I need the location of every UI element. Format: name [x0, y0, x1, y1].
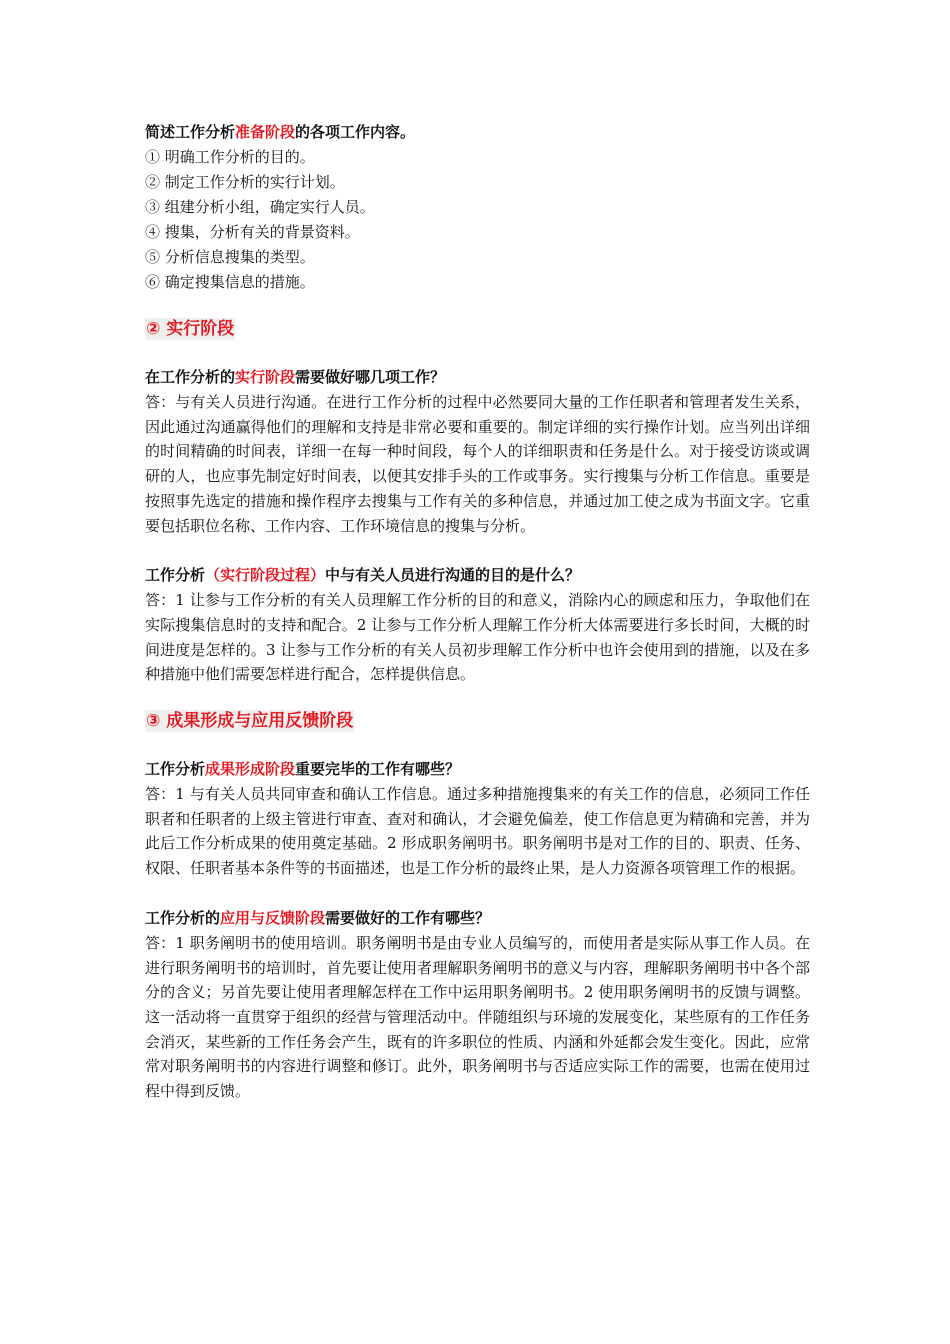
impl-section-heading-wrap: [145, 318, 810, 340]
result-q1-title: [145, 757, 810, 782]
prep-question-title: [145, 120, 810, 145]
result-q2-title: [145, 906, 810, 931]
result-section-heading: ③ 成果形成与应用反馈阶段: [146, 711, 354, 732]
impl-q1-title-pre: 在工作分析的: [145, 368, 236, 386]
impl-section-heading: ② 实行阶段: [146, 319, 235, 339]
result-q1-title-pre: 工作分析: [145, 760, 206, 779]
result-q1-answer: 答：1 与有关人员共同审查和确认工作信息。通过多种措施搜集来的有关工作的信息，必须同工作任职者和任职者的上级主管进行审查、查对和确认，才会避免偏差，使工作信息更为精确和完善，并为此后工作分析成果的使用奠定基础。2 形成职务阐明书。职务阐明书是对工作的目的、职责、任务、权限、任职者基本条件等的书面描述，也是工作分析的最终止果，是人力资源各项管理工作的根据。: [145, 785, 810, 878]
result-q2-answer: 答：1 职务阐明书的使用培训。职务阐明书是由专业人员编写的，而使用者是实际从事工作人员。在进行职务阐明书的培训时，首先要让使用者理解职务阐明书的意义与内容，理解职务阐明书中各个部分的含义；另首先要让使用者理解怎样在工作中运用职务阐明书。2 使用职务阐明书的反馈与调整。这一活动将一直贯穿于组织的经营与管理活动中。伴随组织与环境的发展变化，某些原有的工作任务会消灭，某些新的工作任务会产生，既有的许多职位的性质、内涵和外延都会发生变化。因此，应常常对职务阐明书的内容进行调整和修订。此外，职务阐明书与否适应实际工作的需要，也需在使用过程中得到反馈。: [145, 933, 810, 1101]
result-section-heading-wrap: [145, 710, 810, 732]
impl-q2-answer: 答：1 让参与工作分析的有关人员理解工作分析的目的和意义，消除内心的顾虑和压力，争取他们在实际搜集信息时的支持和配合。2 让参与工作分析人理解工作分析大体需要进行多长时间，大概的时间进度是怎样的。3 让参与工作分析的有关人员初步理解工作分析中也许会使用到的措施，以及在多种措施中他们需要怎样进行配合，怎样提供信息。: [145, 591, 810, 684]
prep-item-5: ⑤ 分析信息搜集的类型。: [145, 248, 315, 266]
impl-q2-title-pre: 工作分析: [145, 566, 206, 585]
impl-q1-answer: 答：与有关人员进行沟通。在进行工作分析的过程中必然要同大量的工作任职者和管理者发生关系，因此通过沟通赢得他们的理解和支持是非常必要和重要的。制定详细的实行操作计划。应当列出详细的时间精确的时间表，详细一在每一种时间段，每个人的详细职责和任务是什么。对于接受访谈或调研的人，也应事先制定好时间表，以便其安排手头的工作或事务。实行搜集与分析工作信息。重要是按照事先选定的措施和操作程序去搜集与工作有关的多种信息，并通过加工使之成为书面文字。它重要包括职位名称、工作内容、工作环境信息的搜集与分析。: [145, 393, 810, 535]
impl-q2-title-post: 中与有关人员进行沟通的目的是什么？: [325, 566, 581, 585]
result-q2-title-pre: 工作分析的: [145, 908, 221, 927]
impl-q1-title: [145, 365, 810, 390]
prep-item-6: ⑥ 确定搜集信息的措施。: [145, 273, 315, 291]
prep-title-post: 的各项工作内容。: [295, 123, 416, 141]
prep-title-pre: 简述工作分析: [145, 123, 236, 141]
result-q2-title-highlight: 应用与反馈阶段: [220, 908, 326, 927]
impl-q2-title-highlight: （实行阶段过程）: [205, 566, 326, 585]
impl-q1-title-highlight: 实行阶段: [235, 368, 296, 386]
result-q1-title-post: 重要完毕的工作有哪些？: [295, 760, 461, 779]
impl-q2-title: [145, 563, 810, 588]
result-q2-title-post: 需要做好的工作有哪些？: [325, 908, 491, 927]
result-q1-title-highlight: 成果形成阶段: [205, 760, 296, 779]
impl-q1-title-post: 需要做好哪几项工作？: [295, 368, 446, 386]
prep-item-2: ② 制定工作分析的实行计划。: [145, 173, 345, 191]
prep-item-1: ① 明确工作分析的目的。: [145, 148, 315, 166]
prep-item-4: ④ 搜集，分析有关的背景资料。: [145, 223, 360, 241]
prep-title-highlight: 准备阶段: [235, 123, 296, 141]
document-page: [145, 120, 810, 1104]
prep-item-3: ③ 组建分析小组，确定实行人员。: [145, 198, 375, 216]
